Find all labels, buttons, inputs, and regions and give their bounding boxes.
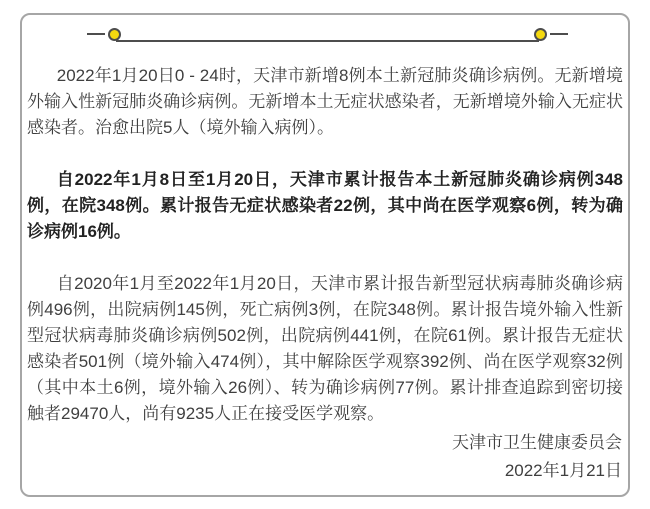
paragraph-cumulative-local: 自2022年1月8日至1月20日，天津市累计报告本土新冠肺炎确诊病例348例，在院348例。累计报告无症状感染者22例，其中尚在医学观察6例，转为确诊病例16例。 bbox=[27, 170, 623, 241]
article-body bbox=[26, 43, 624, 427]
divider-dash-right bbox=[550, 33, 568, 35]
divider-dash-left bbox=[87, 33, 105, 35]
header-decoration bbox=[87, 27, 568, 43]
signature-date: 2022年1月21日 bbox=[504, 461, 622, 480]
divider-line bbox=[116, 40, 539, 42]
paragraph-cumulative-total: 自2020年1月至2022年1月20日，天津市累计报告新型冠状病毒肺炎确诊病例496例，出院病例145例，死亡病例3例，在院348例。累计报告境外输入性新型冠状病毒肺炎确诊病例502例，出院病例441例，在院61例。累计报告无症状感染者501例（境外输入474例），其中解除医学观察392例、尚在医学观察32例（其中本土6例，境外输入26例）、转为确诊病例77例。累计排查追踪到密切接触者29470人，尚有9235人正在接受医学观察。 bbox=[27, 274, 623, 423]
paragraph-daily-report: 2022年1月20日0 - 24时，天津市新增8例本土新冠肺炎确诊病例。无新增境外输入性新冠肺炎确诊病例。无新增本土无症状感染者，无新增境外输入无症状感染者。治愈出院5人（境外输入病例）。 bbox=[27, 66, 623, 137]
signature-org: 天津市卫生健康委员会 bbox=[452, 433, 622, 452]
signature-block bbox=[26, 429, 624, 487]
yellow-dot-icon bbox=[534, 28, 547, 41]
announcement-card bbox=[20, 13, 630, 497]
